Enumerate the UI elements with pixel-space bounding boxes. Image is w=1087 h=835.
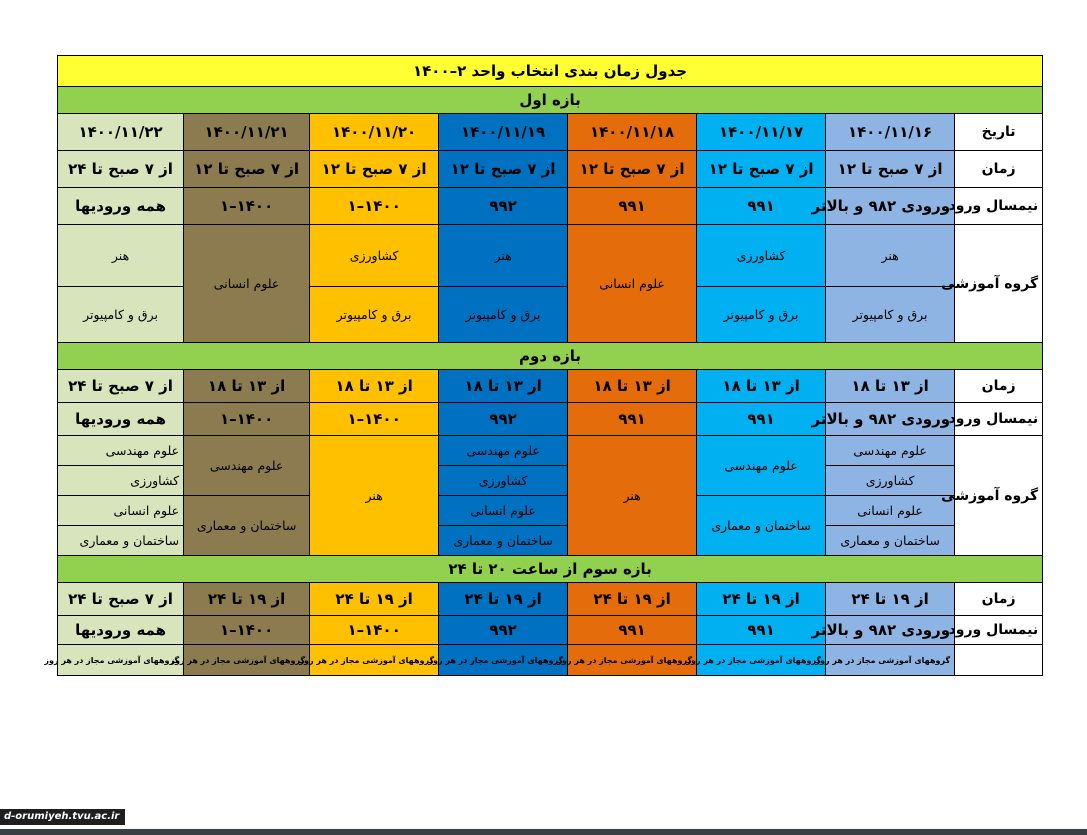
period1-date: ۱۴۰۰/۱۱/۱۹	[439, 114, 568, 151]
period1-semester: ۹۹۱	[568, 188, 697, 225]
period3-note: گروههای آموزشی مجاز در هر روز	[568, 645, 697, 676]
period1-group: علوم انسانی	[184, 225, 310, 343]
period2-semester: ۱۴۰۰–۱	[310, 403, 439, 436]
period1-time: از ۷ صبح تا ۱۲	[697, 151, 826, 188]
period1-group: برق و کامپیوتر	[439, 287, 568, 343]
period3-note: گروههای آموزشی مجاز در هر روز	[697, 645, 826, 676]
period3-time: از ۷ صبح تا ۲۴	[58, 583, 184, 616]
row-label-date: تاریخ	[955, 114, 1043, 151]
period3-time: از ۱۹ تا ۲۴	[568, 583, 697, 616]
period1-semester: ۹۹۱	[697, 188, 826, 225]
site-watermark: d-orumiyeh.tvu.ac.ir	[0, 809, 125, 825]
period1-date: ۱۴۰۰/۱۱/۲۲	[58, 114, 184, 151]
period2-group: هنر	[568, 436, 697, 556]
period3-note: گروههای آموزشی مجاز در هر روز	[310, 645, 439, 676]
period2-time: از ۱۳ تا ۱۸	[697, 370, 826, 403]
row-label-time: زمان	[955, 583, 1043, 616]
row-label-semester: نیمسال ورود	[955, 616, 1043, 645]
period3-note: گروههای آموزشی مجاز در هر روز	[184, 645, 310, 676]
row-label-group: گروه آموزشی	[955, 225, 1043, 343]
period1-semester: همه ورودیها	[58, 188, 184, 225]
period2-group: هنر	[310, 436, 439, 556]
period2-group: علوم انسانی	[826, 496, 955, 526]
period3-time: از ۱۹ تا ۲۴	[439, 583, 568, 616]
period1-group: برق و کامپیوتر	[310, 287, 439, 343]
period3-semester: ۹۹۱	[568, 616, 697, 645]
period3-time: از ۱۹ تا ۲۴	[184, 583, 310, 616]
period2-group: ساختمان و معماری	[184, 496, 310, 556]
period3-semester: ۱۴۰۰–۱	[184, 616, 310, 645]
period1-time: از ۷ صبح تا ۱۲	[826, 151, 955, 188]
period1-semester: ۱۴۰۰–۱	[310, 188, 439, 225]
period2-group: ساختمان و معماری	[697, 496, 826, 556]
period2-group: ساختمان و معماری	[826, 526, 955, 556]
period2-semester: ورودی ۹۸۲ و بالاتر	[826, 403, 955, 436]
period3-semester: ۹۹۱	[697, 616, 826, 645]
period2-time: از ۱۳ تا ۱۸	[826, 370, 955, 403]
period1-date: ۱۴۰۰/۱۱/۲۰	[310, 114, 439, 151]
period1-semester: ۱۴۰۰–۱	[184, 188, 310, 225]
period1-group: علوم انسانی	[568, 225, 697, 343]
period1-group: هنر	[439, 225, 568, 287]
row-label-empty	[955, 645, 1043, 676]
period3-semester: ۹۹۲	[439, 616, 568, 645]
period2-group: علوم مهندسی	[826, 436, 955, 466]
period3-note: گروههای آموزشی مجاز در هر روز	[439, 645, 568, 676]
period3-note: گروههای آموزشی مجاز در هر روز	[58, 645, 184, 676]
period3-semester: ورودی ۹۸۲ و بالاتر	[826, 616, 955, 645]
period2-semester: همه ورودیها	[58, 403, 184, 436]
period2-semester: ۹۹۲	[439, 403, 568, 436]
period2-time: از ۷ صبح تا ۲۴	[58, 370, 184, 403]
period3-title: بازه سوم از ساعت ۲۰ تا ۲۴	[58, 556, 1043, 583]
period1-time: از ۷ صبح تا ۱۲	[568, 151, 697, 188]
period2-time: از ۱۳ تا ۱۸	[568, 370, 697, 403]
period3-semester: ۱۴۰۰–۱	[310, 616, 439, 645]
row-label-time: زمان	[955, 370, 1043, 403]
period2-semester: ۹۹۱	[568, 403, 697, 436]
period2-group: کشاورزی	[58, 466, 184, 496]
bottom-bar	[0, 829, 1087, 835]
period2-semester: ۱۴۰۰–۱	[184, 403, 310, 436]
period2-group: علوم مهندسی	[697, 436, 826, 496]
period1-group: هنر	[826, 225, 955, 287]
period1-group: برق و کامپیوتر	[58, 287, 184, 343]
period3-time: از ۱۹ تا ۲۴	[697, 583, 826, 616]
schedule-table	[44, 55, 1043, 676]
period1-date: ۱۴۰۰/۱۱/۱۸	[568, 114, 697, 151]
period1-time: از ۷ صبح تا ۲۴	[58, 151, 184, 188]
period2-group: کشاورزی	[826, 466, 955, 496]
period1-time: از ۷ صبح تا ۱۲	[310, 151, 439, 188]
period2-group: علوم مهندسی	[184, 436, 310, 496]
period1-date: ۱۴۰۰/۱۱/۲۱	[184, 114, 310, 151]
period2-group: کشاورزی	[439, 466, 568, 496]
period3-time: از ۱۹ تا ۲۴	[310, 583, 439, 616]
period1-group: برق و کامپیوتر	[697, 287, 826, 343]
row-label-semester: نیمسال ورود	[955, 403, 1043, 436]
period2-time: از ۱۳ تا ۱۸	[184, 370, 310, 403]
period1-semester: ورودی ۹۸۲ و بالاتر	[826, 188, 955, 225]
period3-time: از ۱۹ تا ۲۴	[826, 583, 955, 616]
period2-group: ساختمان و معماری	[58, 526, 184, 556]
period1-title: بازه اول	[58, 87, 1043, 114]
period2-semester: ۹۹۱	[697, 403, 826, 436]
period2-time: از ۱۳ تا ۱۸	[439, 370, 568, 403]
period1-time: از ۷ صبح تا ۱۲	[439, 151, 568, 188]
period2-group: ساختمان و معماری	[439, 526, 568, 556]
period1-group: برق و کامپیوتر	[826, 287, 955, 343]
period2-group: علوم انسانی	[439, 496, 568, 526]
period3-note: گروههای آموزشی مجاز در هر روز	[826, 645, 955, 676]
period2-time: از ۱۳ تا ۱۸	[310, 370, 439, 403]
table-title: جدول زمان بندی انتخاب واحد ۲–۱۴۰۰	[58, 56, 1043, 87]
period2-group: علوم انسانی	[58, 496, 184, 526]
period1-date: ۱۴۰۰/۱۱/۱۷	[697, 114, 826, 151]
period1-group: کشاورزی	[310, 225, 439, 287]
period2-group: علوم مهندسی	[58, 436, 184, 466]
period2-group: علوم مهندسی	[439, 436, 568, 466]
row-label-time: زمان	[955, 151, 1043, 188]
period2-title: بازه دوم	[58, 343, 1043, 370]
period3-semester: همه ورودیها	[58, 616, 184, 645]
period1-date: ۱۴۰۰/۱۱/۱۶	[826, 114, 955, 151]
period1-semester: ۹۹۲	[439, 188, 568, 225]
period1-time: از ۷ صبح تا ۱۲	[184, 151, 310, 188]
row-label-group: گروه آموزشی	[955, 436, 1043, 556]
row-label-semester: نیمسال ورود	[955, 188, 1043, 225]
period1-group: هنر	[58, 225, 184, 287]
period1-group: کشاورزی	[697, 225, 826, 287]
